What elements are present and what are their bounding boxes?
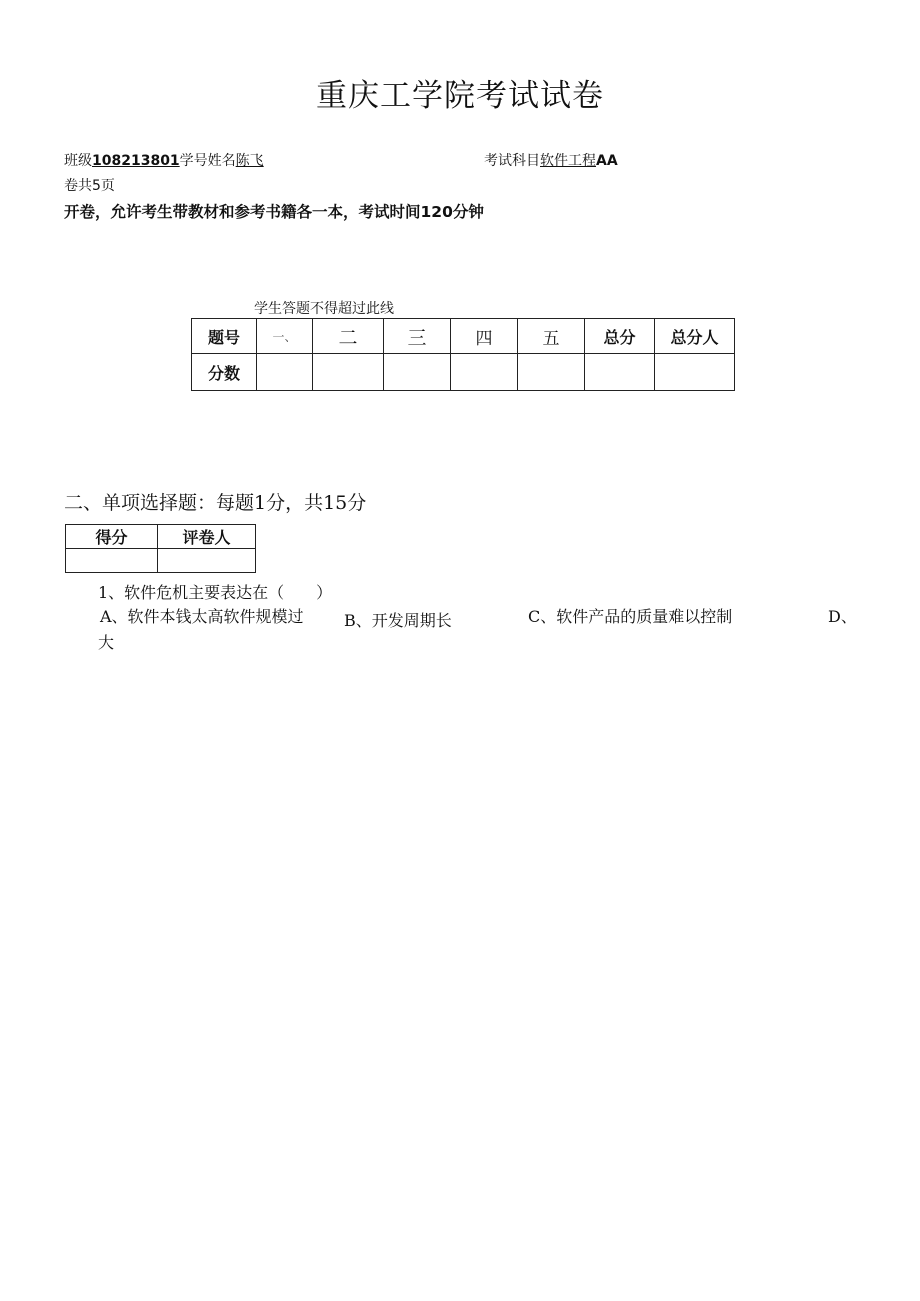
score-header-cell: 四 [451, 319, 518, 354]
class-name-line [64, 150, 264, 170]
subject-label: 考试科目 [484, 153, 540, 169]
option-d: D、 [828, 607, 857, 626]
subject-suffix: AA [596, 153, 618, 169]
exam-notice: 开卷，允许考生带教材和参考书籍各一本，考试时间120分钟 [64, 203, 484, 221]
score-table-value-row [192, 354, 735, 391]
option-a-continued: 大 [98, 633, 115, 652]
name-value: 陈飞 [235, 153, 264, 169]
score-header-cell: 一、 [257, 319, 313, 354]
score-header-cell: 三 [384, 319, 451, 354]
score-input-cell[interactable] [585, 354, 655, 391]
grader-header-cell: 得分 [66, 525, 158, 549]
subject-line [484, 150, 618, 170]
option-a: A、软件本钱太高软件规模过 [100, 607, 304, 626]
answer-boundary-note: 学生答题不得超过此线 [254, 301, 394, 317]
class-value: 108213801 [92, 153, 180, 169]
option-c: C、软件产品的质量难以控制 [528, 607, 733, 626]
class-label: 班级 [64, 153, 92, 169]
subject-value: 软件工程 [540, 153, 596, 169]
score-header-cell: 二 [313, 319, 384, 354]
grader-input-cell[interactable] [66, 549, 158, 573]
score-header-cell: 题号 [192, 319, 257, 354]
grader-header-cell: 评卷人 [158, 525, 256, 549]
score-input-cell[interactable] [384, 354, 451, 391]
score-header-cell: 总分人 [655, 319, 735, 354]
grader-table [65, 524, 256, 573]
score-input-cell[interactable] [313, 354, 384, 391]
id-name-label: 学号姓名 [179, 153, 236, 169]
score-input-cell[interactable] [451, 354, 518, 391]
question-stem: 1、软件危机主要表达在（ ） [98, 583, 333, 602]
option-b: B、开发周期长 [344, 611, 452, 630]
score-input-cell[interactable] [257, 354, 313, 391]
score-input-cell[interactable] [518, 354, 585, 391]
grader-value-row [66, 549, 256, 573]
score-table-header-row [192, 319, 735, 354]
page-count: 卷共5页 [64, 178, 115, 194]
score-row-label: 分数 [192, 354, 257, 391]
score-header-cell: 总分 [585, 319, 655, 354]
score-header-cell: 五 [518, 319, 585, 354]
grader-header-row [66, 525, 256, 549]
score-table [191, 318, 735, 391]
grader-input-cell[interactable] [158, 549, 256, 573]
section-title: 二、单项选择题：每题1分，共15分 [64, 492, 367, 514]
score-input-cell[interactable] [655, 354, 735, 391]
page-title: 重庆工学院考试试卷 [316, 78, 604, 114]
